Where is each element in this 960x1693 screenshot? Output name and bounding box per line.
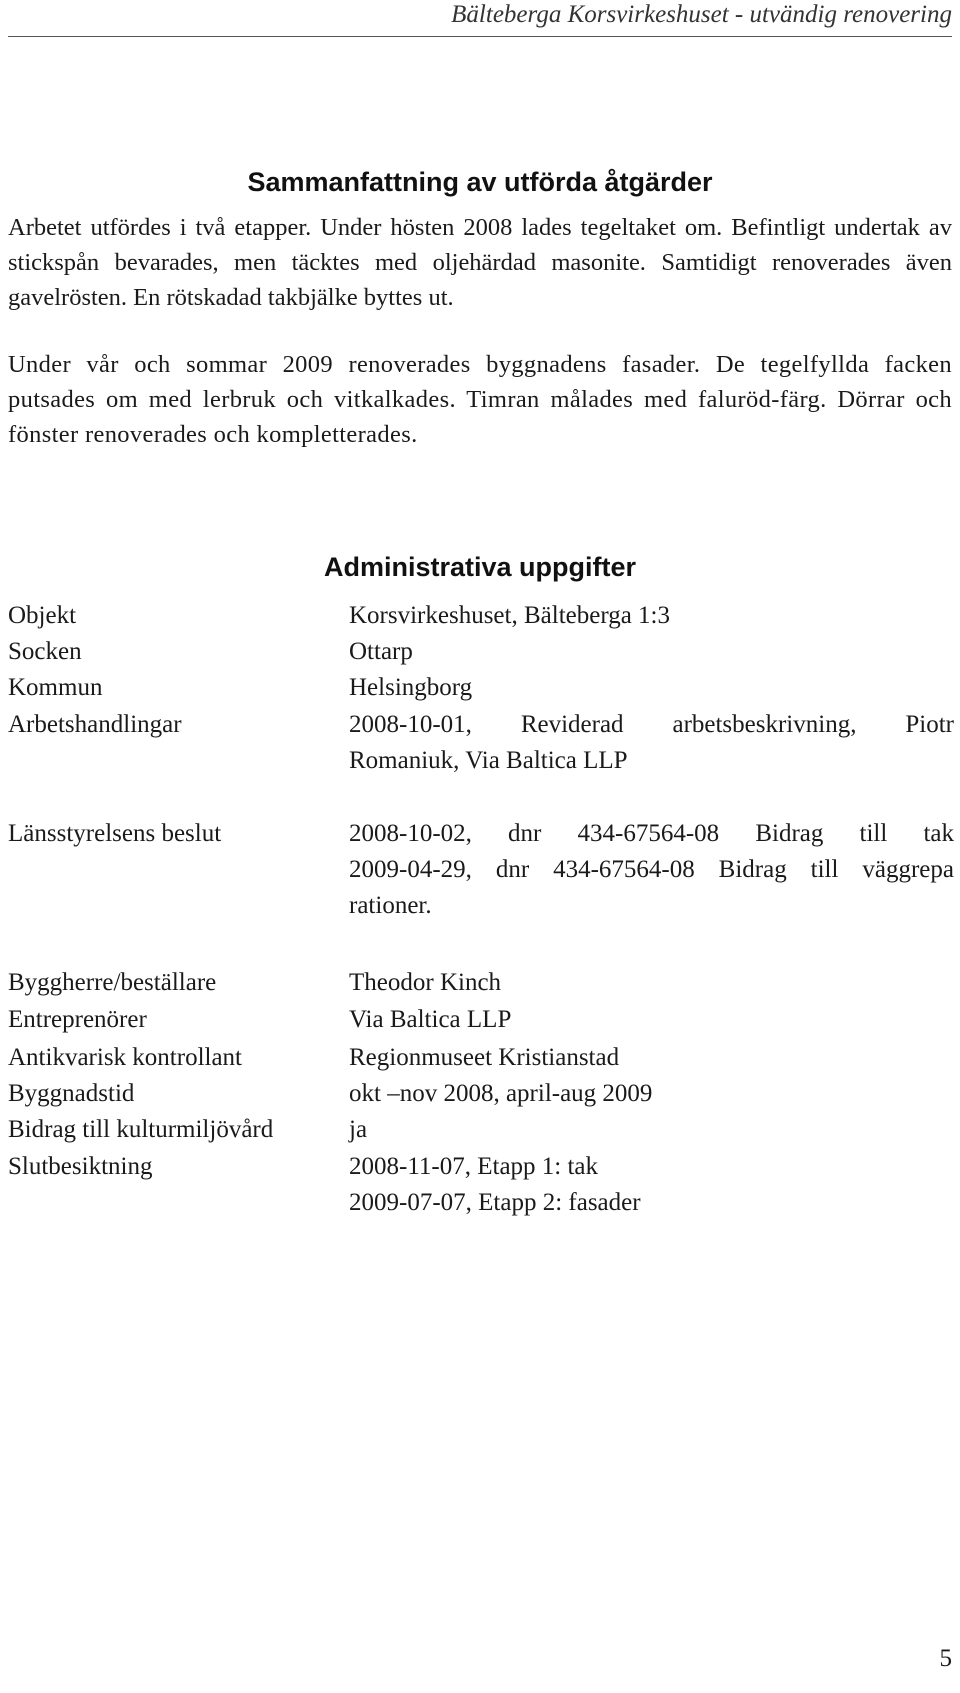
admin-label: Arbetshandlingar [8, 711, 182, 738]
admin-label: Slutbesiktning [8, 1153, 153, 1180]
admin-value-line: Theodor Kinch [349, 969, 502, 996]
page-number: 5 [939, 1645, 952, 1672]
admin-label: Antikvarisk kontrollant [8, 1044, 242, 1071]
admin-value-line: 2008-11-07, Etapp 1: tak [349, 1153, 599, 1180]
admin-value-line: Ottarp [349, 638, 413, 665]
admin-value [349, 634, 954, 670]
admin-value-line: rationer. [349, 892, 432, 919]
admin-label: Entreprenörer [8, 1006, 147, 1033]
summary-heading: Sammanfattning av utförda åtgärder [247, 167, 713, 197]
admin-label: Socken [8, 638, 82, 665]
admin-value-line: 2009-04-29, dnr 434-67564-08 Bidrag till väggrepa [349, 856, 954, 883]
admin-label: Länsstyrelsens beslut [8, 820, 222, 847]
admin-value [349, 707, 954, 779]
admin-value [349, 1112, 954, 1148]
admin-value-line: 2008-10-01, Reviderad arbetsbeskrivning, Piotr [349, 711, 954, 738]
admin-value [349, 1040, 954, 1076]
admin-label: Objekt [8, 602, 77, 629]
admin-label: Kommun [8, 674, 103, 701]
admin-value-line: Regionmuseet Kristianstad [349, 1044, 620, 1071]
admin-value [349, 670, 954, 706]
admin-value-line: Via Baltica LLP [349, 1006, 512, 1033]
admin-value-line: ja [349, 1116, 368, 1143]
admin-value-line: Romaniuk, Via Baltica LLP [349, 747, 628, 774]
admin-value-line: okt –nov 2008, april-aug 2009 [349, 1080, 653, 1107]
admin-value [349, 1076, 954, 1112]
admin-value-line: Korsvirkeshuset, Bälteberga 1:3 [349, 602, 670, 629]
admin-heading: Administrativa uppgifter [323, 552, 637, 582]
admin-label: Byggherre/beställare [8, 969, 217, 996]
admin-label: Bidrag till kulturmiljövård [8, 1116, 274, 1143]
admin-value-line: 2008-10-02, dnr 434-67564-08 Bidrag till tak [349, 820, 954, 847]
summary-paragraph-2: Under vår och sommar 2009 renoverades byggnadens fasader. De tegelfyllda facken putsades om med lerbruk och vitkalkades. Timran målades med faluröd-färg. Dörrar och fönster renoverades och kompletterades. [8, 351, 952, 448]
admin-value-line: Helsingborg [349, 674, 473, 701]
running-header-title: Bälteberga Korsvirkeshuset - utvändig renovering [451, 1, 952, 28]
admin-value-line: 2009-07-07, Etapp 2: fasader [349, 1189, 641, 1216]
admin-value [349, 965, 954, 1001]
admin-value [349, 816, 954, 924]
admin-label: Byggnadstid [8, 1080, 135, 1107]
running-header [8, 0, 952, 37]
admin-value [349, 598, 954, 634]
admin-value [349, 1002, 954, 1038]
summary-paragraph-1: Arbetet utfördes i två etapper. Under hösten 2008 lades tegeltaket om. Befintligt undertak av stickspån bevarades, men täcktes med oljehärdad masonite. Samtidigt renoverades även gavelrösten. En rötskadad takbjälke byttes ut. [8, 214, 952, 311]
admin-value [349, 1149, 954, 1221]
